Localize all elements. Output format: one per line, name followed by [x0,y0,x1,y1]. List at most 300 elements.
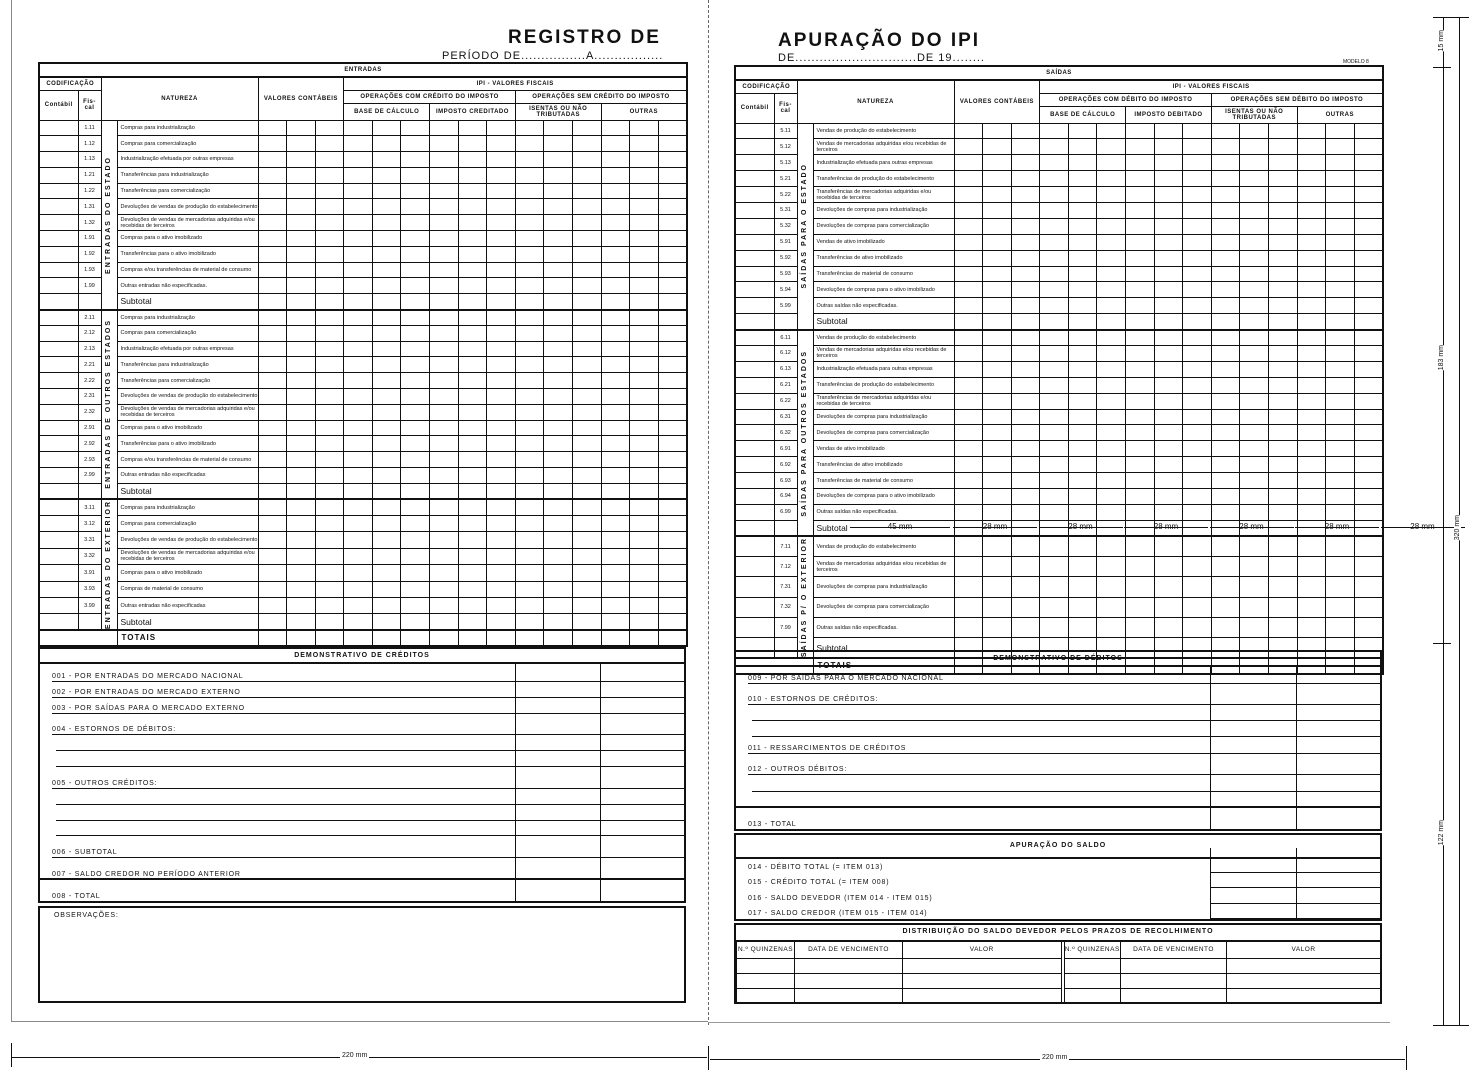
value-cell[interactable] [515,278,544,294]
value-cell[interactable] [1326,361,1355,377]
value-cell[interactable] [515,152,544,168]
value-cell[interactable] [1269,171,1298,187]
value-cell[interactable] [458,630,487,646]
value-cell[interactable] [1240,123,1269,139]
value-cell[interactable] [258,373,287,389]
contabil-cell[interactable] [39,404,78,420]
value-cell[interactable] [983,187,1012,203]
value-cell[interactable] [1126,425,1155,441]
distribuicao-cell[interactable] [795,974,903,989]
value-cell[interactable] [601,468,630,484]
value-cell[interactable] [983,155,1012,171]
value-cell[interactable] [1326,282,1355,298]
value-cell[interactable] [1211,250,1240,266]
value-cell[interactable] [487,565,516,581]
value-cell[interactable] [430,468,459,484]
value-cell[interactable] [1068,314,1097,330]
value-cell[interactable] [430,136,459,152]
value-cell[interactable] [430,389,459,405]
value-cell[interactable] [430,404,459,420]
value-cell[interactable] [1040,139,1069,155]
contabil-cell[interactable] [735,536,774,556]
value-cell[interactable] [601,581,630,597]
value-cell[interactable] [573,516,602,532]
value-cell[interactable] [430,452,459,468]
distribuicao-cell[interactable] [1063,989,1121,1004]
value-cell[interactable] [658,373,687,389]
value-cell[interactable] [1297,250,1326,266]
value-cell[interactable] [315,167,344,183]
distribuicao-cell[interactable] [737,974,795,989]
value-cell[interactable] [1269,282,1298,298]
value-cell[interactable] [1240,473,1269,489]
value-cell[interactable] [344,532,373,548]
value-cell[interactable] [487,389,516,405]
value-cell[interactable] [1040,577,1069,597]
value-cell[interactable] [544,167,573,183]
value-cell[interactable] [315,516,344,532]
value-cell[interactable] [658,581,687,597]
value-cell[interactable] [1183,409,1212,425]
value-cell[interactable] [573,231,602,247]
value-cell[interactable] [1354,361,1383,377]
value-cell[interactable] [1154,393,1183,409]
contabil-cell[interactable] [735,202,774,218]
value-cell[interactable] [1211,361,1240,377]
value-cell[interactable] [1097,234,1126,250]
value-cell[interactable] [258,468,287,484]
value-cell[interactable] [458,215,487,231]
value-cell[interactable] [372,310,401,326]
value-cell[interactable] [573,278,602,294]
value-cell[interactable] [1154,266,1183,282]
value-cell[interactable] [601,278,630,294]
value-cell[interactable] [1011,330,1040,346]
value-cell[interactable] [983,409,1012,425]
value-cell[interactable] [1269,187,1298,203]
value-cell[interactable] [1240,409,1269,425]
value-cell[interactable] [1297,187,1326,203]
value-cell[interactable] [983,250,1012,266]
value-cell[interactable] [1297,282,1326,298]
value-cell[interactable] [372,373,401,389]
value-cell[interactable] [1297,377,1326,393]
value-cell[interactable] [1326,577,1355,597]
value-cell[interactable] [458,373,487,389]
value-cell[interactable] [287,136,316,152]
value-cell[interactable] [1154,618,1183,638]
value-cell[interactable] [515,452,544,468]
value-cell[interactable] [983,266,1012,282]
value-cell[interactable] [287,516,316,532]
value-cell[interactable] [1297,425,1326,441]
value-cell[interactable] [1154,536,1183,556]
value-cell[interactable] [1297,473,1326,489]
value-cell[interactable] [344,152,373,168]
value-cell[interactable] [1354,597,1383,617]
value-cell[interactable] [430,597,459,613]
value-cell[interactable] [1040,504,1069,520]
value-cell[interactable] [430,499,459,515]
value-cell[interactable] [983,298,1012,314]
contabil-cell[interactable] [735,488,774,504]
value-cell[interactable] [630,215,659,231]
value-cell[interactable] [430,630,459,646]
value-cell[interactable] [1354,504,1383,520]
value-cell[interactable] [515,389,544,405]
contabil-cell[interactable] [39,341,78,357]
value-cell[interactable] [658,136,687,152]
value-cell[interactable] [983,536,1012,556]
value-cell[interactable] [1154,218,1183,234]
contabil-cell[interactable] [735,218,774,234]
value-cell[interactable] [1011,441,1040,457]
value-cell[interactable] [573,294,602,310]
distribuicao-cell[interactable] [737,959,795,974]
value-cell[interactable] [487,231,516,247]
contabil-cell[interactable] [39,310,78,326]
value-cell[interactable] [1297,171,1326,187]
value-cell[interactable] [315,373,344,389]
value-cell[interactable] [515,614,544,630]
value-cell[interactable] [515,310,544,326]
value-cell[interactable] [954,441,983,457]
value-cell[interactable] [287,120,316,136]
distribuicao-cell[interactable] [1227,974,1381,989]
value-cell[interactable] [1183,234,1212,250]
value-cell[interactable] [1097,282,1126,298]
value-cell[interactable] [658,310,687,326]
value-cell[interactable] [658,565,687,581]
value-cell[interactable] [630,246,659,262]
value-cell[interactable] [658,215,687,231]
value-cell[interactable] [515,597,544,613]
value-cell[interactable] [1011,377,1040,393]
value-cell[interactable] [487,120,516,136]
value-cell[interactable] [372,183,401,199]
contabil-cell[interactable] [735,155,774,171]
contabil-cell[interactable] [39,436,78,452]
value-cell[interactable] [1240,282,1269,298]
value-cell[interactable] [487,597,516,613]
value-cell[interactable] [1183,298,1212,314]
value-cell[interactable] [287,310,316,326]
value-cell[interactable] [573,581,602,597]
value-cell[interactable] [630,468,659,484]
value-cell[interactable] [573,373,602,389]
value-cell[interactable] [515,199,544,215]
value-cell[interactable] [983,218,1012,234]
value-cell[interactable] [344,136,373,152]
value-cell[interactable] [258,341,287,357]
value-cell[interactable] [544,468,573,484]
value-cell[interactable] [1211,298,1240,314]
value-cell[interactable] [1354,218,1383,234]
value-cell[interactable] [487,483,516,499]
value-cell[interactable] [544,262,573,278]
value-cell[interactable] [1097,298,1126,314]
value-cell[interactable] [1068,345,1097,361]
value-cell[interactable] [258,246,287,262]
value-cell[interactable] [1068,504,1097,520]
value-cell[interactable] [1154,155,1183,171]
value-cell[interactable] [372,483,401,499]
value-cell[interactable] [601,152,630,168]
value-cell[interactable] [601,294,630,310]
value-cell[interactable] [315,420,344,436]
value-cell[interactable] [401,136,430,152]
value-cell[interactable] [1011,298,1040,314]
value-cell[interactable] [258,483,287,499]
value-cell[interactable] [401,468,430,484]
value-cell[interactable] [1068,155,1097,171]
value-cell[interactable] [1269,618,1298,638]
value-cell[interactable] [287,565,316,581]
value-cell[interactable] [487,532,516,548]
value-cell[interactable] [258,325,287,341]
value-cell[interactable] [1240,330,1269,346]
value-cell[interactable] [630,614,659,630]
value-cell[interactable] [258,516,287,532]
value-cell[interactable] [287,468,316,484]
value-cell[interactable] [1068,488,1097,504]
value-cell[interactable] [287,262,316,278]
value-cell[interactable] [658,630,687,646]
distribuicao-cell[interactable] [1121,974,1227,989]
contabil-cell[interactable] [39,452,78,468]
contabil-cell[interactable] [735,123,774,139]
value-cell[interactable] [601,262,630,278]
value-cell[interactable] [458,597,487,613]
value-cell[interactable] [630,120,659,136]
value-cell[interactable] [1240,218,1269,234]
value-cell[interactable] [1269,361,1298,377]
value-cell[interactable] [658,262,687,278]
value-cell[interactable] [601,136,630,152]
distribuicao-cell[interactable] [1227,989,1381,1004]
value-cell[interactable] [1068,218,1097,234]
value-cell[interactable] [1326,155,1355,171]
contabil-cell[interactable] [735,330,774,346]
value-cell[interactable] [344,404,373,420]
value-cell[interactable] [630,136,659,152]
value-cell[interactable] [258,152,287,168]
value-cell[interactable] [1154,250,1183,266]
contabil-cell[interactable] [735,393,774,409]
distribuicao-cell[interactable] [903,989,1063,1004]
value-cell[interactable] [458,483,487,499]
value-cell[interactable] [1269,250,1298,266]
value-cell[interactable] [983,361,1012,377]
value-cell[interactable] [544,483,573,499]
value-cell[interactable] [544,136,573,152]
value-cell[interactable] [630,278,659,294]
value-cell[interactable] [1269,330,1298,346]
value-cell[interactable] [601,565,630,581]
value-cell[interactable] [954,473,983,489]
value-cell[interactable] [344,120,373,136]
value-cell[interactable] [1240,457,1269,473]
value-cell[interactable] [1354,330,1383,346]
value-cell[interactable] [315,581,344,597]
value-cell[interactable] [983,425,1012,441]
value-cell[interactable] [430,215,459,231]
value-cell[interactable] [344,389,373,405]
value-cell[interactable] [1011,123,1040,139]
value-cell[interactable] [983,377,1012,393]
value-cell[interactable] [1297,393,1326,409]
value-cell[interactable] [1269,441,1298,457]
value-cell[interactable] [1126,139,1155,155]
value-cell[interactable] [1211,330,1240,346]
value-cell[interactable] [487,581,516,597]
value-cell[interactable] [258,436,287,452]
value-cell[interactable] [1068,282,1097,298]
value-cell[interactable] [258,532,287,548]
value-cell[interactable] [487,420,516,436]
value-cell[interactable] [430,231,459,247]
value-cell[interactable] [287,373,316,389]
value-cell[interactable] [1211,202,1240,218]
contabil-cell[interactable] [39,389,78,405]
value-cell[interactable] [544,120,573,136]
value-cell[interactable] [1183,488,1212,504]
value-cell[interactable] [1183,618,1212,638]
value-cell[interactable] [1126,250,1155,266]
value-cell[interactable] [1068,473,1097,489]
value-cell[interactable] [1297,139,1326,155]
value-cell[interactable] [1068,361,1097,377]
value-cell[interactable] [1126,202,1155,218]
value-cell[interactable] [372,341,401,357]
value-cell[interactable] [954,266,983,282]
contabil-cell[interactable] [735,361,774,377]
value-cell[interactable] [1354,441,1383,457]
value-cell[interactable] [430,357,459,373]
value-cell[interactable] [1297,557,1326,577]
value-cell[interactable] [287,548,316,564]
value-cell[interactable] [458,152,487,168]
value-cell[interactable] [1126,266,1155,282]
value-cell[interactable] [954,345,983,361]
value-cell[interactable] [430,199,459,215]
contabil-cell[interactable] [735,457,774,473]
value-cell[interactable] [1326,234,1355,250]
value-cell[interactable] [983,577,1012,597]
value-cell[interactable] [1354,123,1383,139]
contabil-cell[interactable] [735,266,774,282]
value-cell[interactable] [401,436,430,452]
value-cell[interactable] [544,436,573,452]
value-cell[interactable] [1154,597,1183,617]
value-cell[interactable] [630,389,659,405]
value-cell[interactable] [1269,577,1298,597]
value-cell[interactable] [1297,361,1326,377]
value-cell[interactable] [1354,536,1383,556]
value-cell[interactable] [458,565,487,581]
value-cell[interactable] [487,341,516,357]
value-cell[interactable] [372,516,401,532]
value-cell[interactable] [1297,409,1326,425]
value-cell[interactable] [258,262,287,278]
value-cell[interactable] [573,152,602,168]
value-cell[interactable] [1354,171,1383,187]
value-cell[interactable] [458,420,487,436]
value-cell[interactable] [1097,345,1126,361]
value-cell[interactable] [487,215,516,231]
value-cell[interactable] [287,152,316,168]
value-cell[interactable] [1326,330,1355,346]
value-cell[interactable] [1154,171,1183,187]
value-cell[interactable] [954,457,983,473]
value-cell[interactable] [372,199,401,215]
value-cell[interactable] [601,630,630,646]
value-cell[interactable] [544,452,573,468]
value-cell[interactable] [601,404,630,420]
distribuicao-cell[interactable] [903,974,1063,989]
value-cell[interactable] [1354,345,1383,361]
value-cell[interactable] [1183,187,1212,203]
value-cell[interactable] [1040,345,1069,361]
value-cell[interactable] [1040,234,1069,250]
value-cell[interactable] [344,231,373,247]
value-cell[interactable] [487,357,516,373]
value-cell[interactable] [1097,597,1126,617]
value-cell[interactable] [1154,202,1183,218]
value-cell[interactable] [658,294,687,310]
value-cell[interactable] [487,262,516,278]
value-cell[interactable] [430,614,459,630]
value-cell[interactable] [1097,457,1126,473]
value-cell[interactable] [487,468,516,484]
value-cell[interactable] [1211,123,1240,139]
value-cell[interactable] [487,136,516,152]
value-cell[interactable] [1154,577,1183,597]
value-cell[interactable] [1269,504,1298,520]
value-cell[interactable] [1097,488,1126,504]
value-cell[interactable] [1040,377,1069,393]
value-cell[interactable] [1154,457,1183,473]
value-cell[interactable] [1354,488,1383,504]
value-cell[interactable] [372,614,401,630]
value-cell[interactable] [487,373,516,389]
value-cell[interactable] [1297,314,1326,330]
value-cell[interactable] [1040,266,1069,282]
value-cell[interactable] [1011,202,1040,218]
value-cell[interactable] [954,557,983,577]
value-cell[interactable] [1211,171,1240,187]
value-cell[interactable] [1211,536,1240,556]
value-cell[interactable] [344,499,373,515]
value-cell[interactable] [1297,504,1326,520]
value-cell[interactable] [630,532,659,548]
value-cell[interactable] [1126,298,1155,314]
value-cell[interactable] [544,310,573,326]
value-cell[interactable] [630,516,659,532]
value-cell[interactable] [1154,441,1183,457]
value-cell[interactable] [1354,250,1383,266]
value-cell[interactable] [1154,377,1183,393]
value-cell[interactable] [401,262,430,278]
value-cell[interactable] [1040,123,1069,139]
value-cell[interactable] [1326,457,1355,473]
value-cell[interactable] [1297,202,1326,218]
value-cell[interactable] [1269,425,1298,441]
value-cell[interactable] [372,167,401,183]
value-cell[interactable] [258,199,287,215]
value-cell[interactable] [601,373,630,389]
value-cell[interactable] [1011,266,1040,282]
